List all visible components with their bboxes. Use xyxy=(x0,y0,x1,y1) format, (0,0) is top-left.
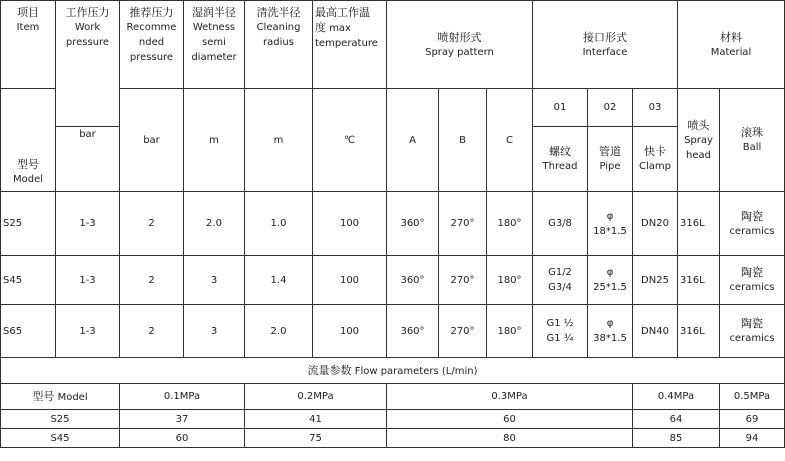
work-pressure-cell: 1-3 xyxy=(56,192,120,256)
recommended-pressure-cell: 2 xyxy=(120,192,184,256)
clamp-zh: 快卡 xyxy=(644,145,666,158)
spray-pattern-header xyxy=(387,1,533,89)
material-en: Material xyxy=(710,46,752,58)
wetness-radius-zh: 湿润半径 xyxy=(192,6,236,19)
table-row xyxy=(1,256,785,305)
cleaning-radius-zh: 清洗半径 xyxy=(256,6,301,19)
spray-a-cell: 360° xyxy=(387,192,439,256)
thread-value-1: G3/8 xyxy=(548,218,572,229)
spray-b-label: B xyxy=(439,89,487,192)
ball-material-en: ceramics xyxy=(729,225,775,237)
pipe-header xyxy=(588,127,633,192)
flow-value-cell: 37 xyxy=(120,410,245,429)
max-temperature-cell: 100 xyxy=(313,256,387,305)
max-temperature-en-1: max xyxy=(329,23,351,34)
ball-header xyxy=(720,89,785,192)
recommended-pressure-unit: bar xyxy=(120,89,184,192)
pressure-header: 0.5MPa xyxy=(720,384,785,410)
clamp-cell: DN25 xyxy=(633,256,678,305)
recommended-pressure-en-2: nded xyxy=(138,37,165,48)
ball-cell xyxy=(720,256,785,305)
recommended-pressure-cell: 2 xyxy=(120,305,184,358)
thread-value-1: G1 ½ xyxy=(546,318,574,329)
wetness-radius-en-3: diameter xyxy=(191,52,237,63)
interface-en: Interface xyxy=(582,46,628,58)
spray-a-cell: 360° xyxy=(387,305,439,358)
model-cell: S65 xyxy=(1,305,56,358)
wetness-radius-header xyxy=(184,1,245,89)
clamp-cell: DN20 xyxy=(633,192,678,256)
interface-header xyxy=(533,1,678,89)
table-row xyxy=(1,192,785,256)
clamp-en: Clamp xyxy=(639,161,671,172)
spray-head-cell: 316L xyxy=(678,305,720,358)
pressure-header: 0.3MPa xyxy=(387,384,633,410)
wetness-radius-cell: 3 xyxy=(184,305,245,358)
max-temperature-cell: 100 xyxy=(313,192,387,256)
max-temperature-zh-2: 度 xyxy=(315,21,326,34)
flow-title xyxy=(1,358,785,384)
cleaning-radius-cell: 1.0 xyxy=(245,192,313,256)
spray-c-cell: 180° xyxy=(487,192,533,256)
pipe-en: Pipe xyxy=(599,161,621,172)
model-cell: S45 xyxy=(1,256,56,305)
max-temperature-unit: ℃ xyxy=(313,89,387,192)
pipe-cell xyxy=(588,192,633,256)
work-pressure-zh: 工作压力 xyxy=(65,6,110,19)
pipe-cell xyxy=(588,256,633,305)
model-header-zh: 型号 xyxy=(17,158,39,171)
spray-head-cell: 316L xyxy=(678,256,720,305)
flow-value-cell: 41 xyxy=(245,410,387,429)
cleaning-radius-header xyxy=(245,1,313,89)
thread-code: 01 xyxy=(533,89,588,127)
item-header-en: Item xyxy=(16,22,40,33)
ball-zh: 滚珠 xyxy=(741,126,763,139)
pressure-header: 0.1MPa xyxy=(120,384,245,410)
flow-title-en: Flow parameters (L/min) xyxy=(354,365,478,377)
thread-en: Thread xyxy=(542,161,578,172)
thread-cell xyxy=(533,305,588,358)
spray-c-cell: 180° xyxy=(487,256,533,305)
flow-model-zh: 型号 xyxy=(32,389,55,403)
flow-row xyxy=(1,429,785,448)
ball-material-en: ceramics xyxy=(729,333,775,344)
interface-zh: 接口形式 xyxy=(583,30,627,44)
work-pressure-cell: 1-3 xyxy=(56,305,120,358)
flow-model-header xyxy=(1,384,120,410)
pipe-code: 02 xyxy=(588,89,633,127)
thread-value-2: G1 ¾ xyxy=(546,333,574,344)
wetness-radius-cell: 3 xyxy=(184,256,245,305)
thread-cell xyxy=(533,192,588,256)
flow-value-cell: 64 xyxy=(633,410,720,429)
max-temperature-en-2: temperature xyxy=(315,38,378,49)
max-temperature-zh-1: 最高工作温 xyxy=(315,6,370,19)
clamp-cell: DN40 xyxy=(633,305,678,358)
flow-value-cell: 85 xyxy=(633,429,720,448)
cleaning-radius-cell: 1.4 xyxy=(245,256,313,305)
flow-row xyxy=(1,410,785,429)
wetness-radius-unit: m xyxy=(184,89,245,192)
pressure-header: 0.2MPa xyxy=(245,384,387,410)
cleaning-radius-unit: m xyxy=(245,89,313,192)
recommended-pressure-en-1: Recomme xyxy=(126,22,177,33)
pipe-size: 25*1.5 xyxy=(593,282,627,293)
spray-head-en-1: Spray xyxy=(684,134,713,146)
ball-material-zh: 陶瓷 xyxy=(741,317,763,330)
pressure-header: 0.4MPa xyxy=(633,384,720,410)
pipe-size: 18*1.5 xyxy=(593,225,627,237)
spray-pattern-zh: 喷射形式 xyxy=(437,30,482,44)
ball-material-zh: 陶瓷 xyxy=(741,209,763,223)
ball-cell xyxy=(720,305,785,358)
thread-value-2: G3/4 xyxy=(548,282,572,293)
thread-cell xyxy=(533,256,588,305)
model-cell: S25 xyxy=(1,192,56,256)
ball-material-zh: 陶瓷 xyxy=(741,266,763,279)
thread-header xyxy=(533,127,588,192)
wetness-radius-en-2: semi xyxy=(202,37,226,48)
spray-b-cell: 270° xyxy=(439,192,487,256)
flow-model-cell: S45 xyxy=(1,429,120,448)
spray-a-cell: 360° xyxy=(387,256,439,305)
flow-title-row xyxy=(1,358,785,384)
recommended-pressure-en-3: pressure xyxy=(129,52,174,63)
item-header-zh: 项目 xyxy=(17,6,39,19)
spray-b-cell: 270° xyxy=(439,256,487,305)
flow-model-cell: S25 xyxy=(1,410,120,429)
thread-value-1: G1/2 xyxy=(548,267,572,278)
spray-head-zh: 喷头 xyxy=(687,118,710,132)
max-temperature-cell: 100 xyxy=(313,305,387,358)
flow-value-cell: 60 xyxy=(387,410,633,429)
material-header xyxy=(678,1,785,89)
cleaning-radius-en-1: Cleaning xyxy=(256,22,301,33)
clamp-code: 03 xyxy=(633,89,678,127)
pipe-cell xyxy=(588,305,633,358)
flow-value-cell: 60 xyxy=(120,429,245,448)
pipe-symbol: φ xyxy=(606,267,614,278)
recommended-pressure-zh: 推荐压力 xyxy=(129,6,174,19)
spray-c-label: C xyxy=(487,89,533,192)
pipe-symbol: φ xyxy=(606,318,614,329)
wetness-radius-cell: 2.0 xyxy=(184,192,245,256)
recommended-pressure-header xyxy=(120,1,184,89)
work-pressure-en-1: Work xyxy=(74,22,101,33)
flow-value-cell: 94 xyxy=(720,429,785,448)
spray-head-en-2: head xyxy=(686,149,711,161)
header-row xyxy=(1,1,785,89)
ball-en: Ball xyxy=(742,142,762,153)
flow-value-cell: 75 xyxy=(245,429,387,448)
work-pressure-header xyxy=(56,1,120,127)
cleaning-radius-en-2: radius xyxy=(263,37,294,48)
pipe-zh: 管道 xyxy=(599,145,621,158)
clamp-header xyxy=(633,127,678,192)
flow-value-cell: 69 xyxy=(720,410,785,429)
work-pressure-cell: 1-3 xyxy=(56,256,120,305)
thread-zh: 螺纹 xyxy=(549,145,571,158)
spray-head-header xyxy=(678,89,720,192)
ball-cell xyxy=(720,192,785,256)
cleaning-radius-cell: 2.0 xyxy=(245,305,313,358)
pipe-size: 38*1.5 xyxy=(593,333,627,344)
flow-model-en: Model xyxy=(57,391,88,403)
work-pressure-en-2: pressure xyxy=(65,37,110,48)
spray-a-label: A xyxy=(387,89,439,192)
work-pressure-unit: bar xyxy=(56,127,120,192)
wetness-radius-en-1: Wetness xyxy=(192,22,236,33)
flow-title-zh: 流量参数 xyxy=(307,363,352,377)
item-header xyxy=(1,1,56,89)
ball-material-en: ceramics xyxy=(729,282,775,293)
flow-value-cell: 80 xyxy=(387,429,633,448)
recommended-pressure-cell: 2 xyxy=(120,256,184,305)
model-header-en: Model xyxy=(12,174,44,185)
spray-pattern-en: Spray pattern xyxy=(425,46,494,58)
material-zh: 材料 xyxy=(720,30,742,44)
spray-b-cell: 270° xyxy=(439,305,487,358)
flow-header-row xyxy=(1,384,785,410)
spray-c-cell: 180° xyxy=(487,305,533,358)
model-header xyxy=(1,89,56,192)
max-temperature-header xyxy=(313,1,387,89)
spray-head-cell: 316L xyxy=(678,192,720,256)
table-row xyxy=(1,305,785,358)
pipe-symbol: φ xyxy=(606,210,614,222)
